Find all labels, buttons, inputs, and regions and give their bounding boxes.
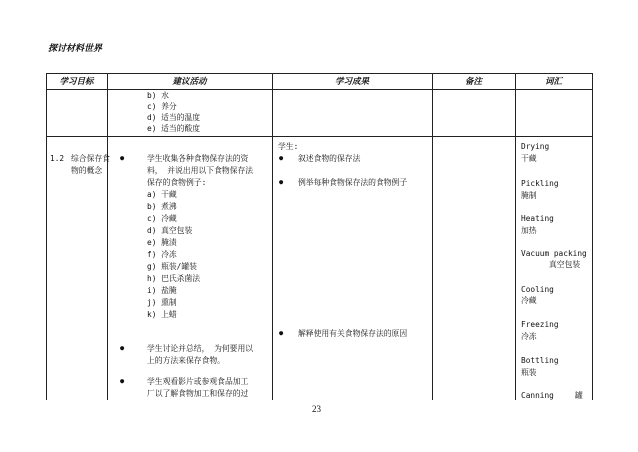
vocab-zh: 瓶装 [521, 368, 537, 377]
outcomes-intro: 学生: [278, 142, 299, 151]
vocab-en: Vacuum packing [521, 249, 587, 258]
table-border-left [46, 73, 47, 400]
table-row-divider [46, 136, 592, 137]
vocab-zh: 干藏 [521, 154, 537, 163]
document-title: 探讨材料世界 [48, 44, 103, 54]
activity-item: d) 适当的温度 [147, 113, 201, 122]
bullet-icon: ● [279, 329, 284, 337]
vocab-en: Bottling [521, 356, 559, 365]
vocab-en: Drying [521, 142, 550, 151]
method-item: e) 腌渍 [147, 238, 177, 247]
activity-text: 厂以了解食物加工和保存的过 [147, 389, 249, 398]
bullet-icon: ● [120, 154, 125, 162]
method-item: a) 干藏 [147, 190, 177, 199]
outcome-item: 例举每种食物保存法的食物例子 [298, 178, 408, 187]
vocab-en: Heating [521, 214, 554, 223]
method-item: d) 真空包装 [147, 226, 193, 235]
outcome-item: 叙述食物的保存法 [298, 154, 361, 163]
objective-text: 综合保存食 [71, 154, 110, 163]
vocab-zh: 冷冻 [521, 332, 537, 341]
header-vocabulary: 词汇 [544, 77, 562, 87]
method-item: g) 瓶装/罐装 [147, 262, 197, 271]
method-item: f) 冷冻 [147, 250, 177, 259]
method-item: j) 熏制 [147, 298, 177, 307]
activity-text: 学生讨论并总结， 为何要用以 [147, 344, 254, 353]
vocab-zh: 腌制 [521, 191, 537, 200]
table-col-divider [107, 73, 108, 400]
method-item: c) 冷藏 [147, 214, 177, 223]
table-border-top [46, 73, 592, 74]
vocab-zh: 罐 [575, 391, 583, 400]
header-notes: 备注 [464, 77, 482, 87]
vocab-en: Freezing [521, 320, 559, 329]
table-border-header-bottom [46, 89, 592, 90]
activity-text: 保存的食物例子: [147, 178, 207, 187]
header-activities: 建议活动 [172, 77, 207, 87]
method-item: i) 盐腌 [147, 286, 177, 295]
outcome-item: 解释使用有关食物保存法的原因 [298, 329, 408, 338]
activity-text: 料， 并说出用以下食物保存法 [147, 166, 254, 175]
vocab-zh: 加热 [521, 226, 537, 235]
bullet-icon: ● [120, 344, 125, 352]
bullet-icon: ● [120, 377, 125, 385]
header-objective: 学习目标 [59, 77, 94, 87]
activity-item: e) 适当的酸度 [147, 124, 201, 133]
activity-item: b) 水 [147, 91, 169, 100]
activity-item: c) 养分 [147, 102, 177, 111]
activity-text: 学生收集各种食物保存法的资 [147, 154, 249, 163]
table-col-divider [432, 73, 433, 400]
objective-text: 物的概念 [71, 166, 103, 175]
objective-number: 1.2 [50, 154, 65, 163]
method-item: h) 巴氏杀菌法 [147, 274, 201, 283]
table-col-divider [272, 73, 273, 400]
method-item: k) 上蜡 [147, 310, 177, 319]
bullet-icon: ● [279, 154, 284, 162]
vocab-zh: 真空包装 [549, 260, 581, 269]
method-item: b) 煮沸 [147, 202, 177, 211]
table-border-right [592, 73, 593, 400]
vocab-en: Cooling [521, 285, 554, 294]
vocab-en: Canning [521, 391, 554, 400]
activity-text: 学生观看影片或参观食品加工 [147, 377, 249, 386]
header-outcomes: 学习成果 [334, 77, 369, 87]
vocab-zh: 冷藏 [521, 296, 537, 305]
table-col-divider [515, 73, 516, 400]
vocab-en: Pickling [521, 179, 559, 188]
bullet-icon: ● [279, 178, 284, 186]
page-number: 23 [312, 404, 321, 414]
activity-text: 上的方法来保存食物。 [147, 356, 225, 365]
